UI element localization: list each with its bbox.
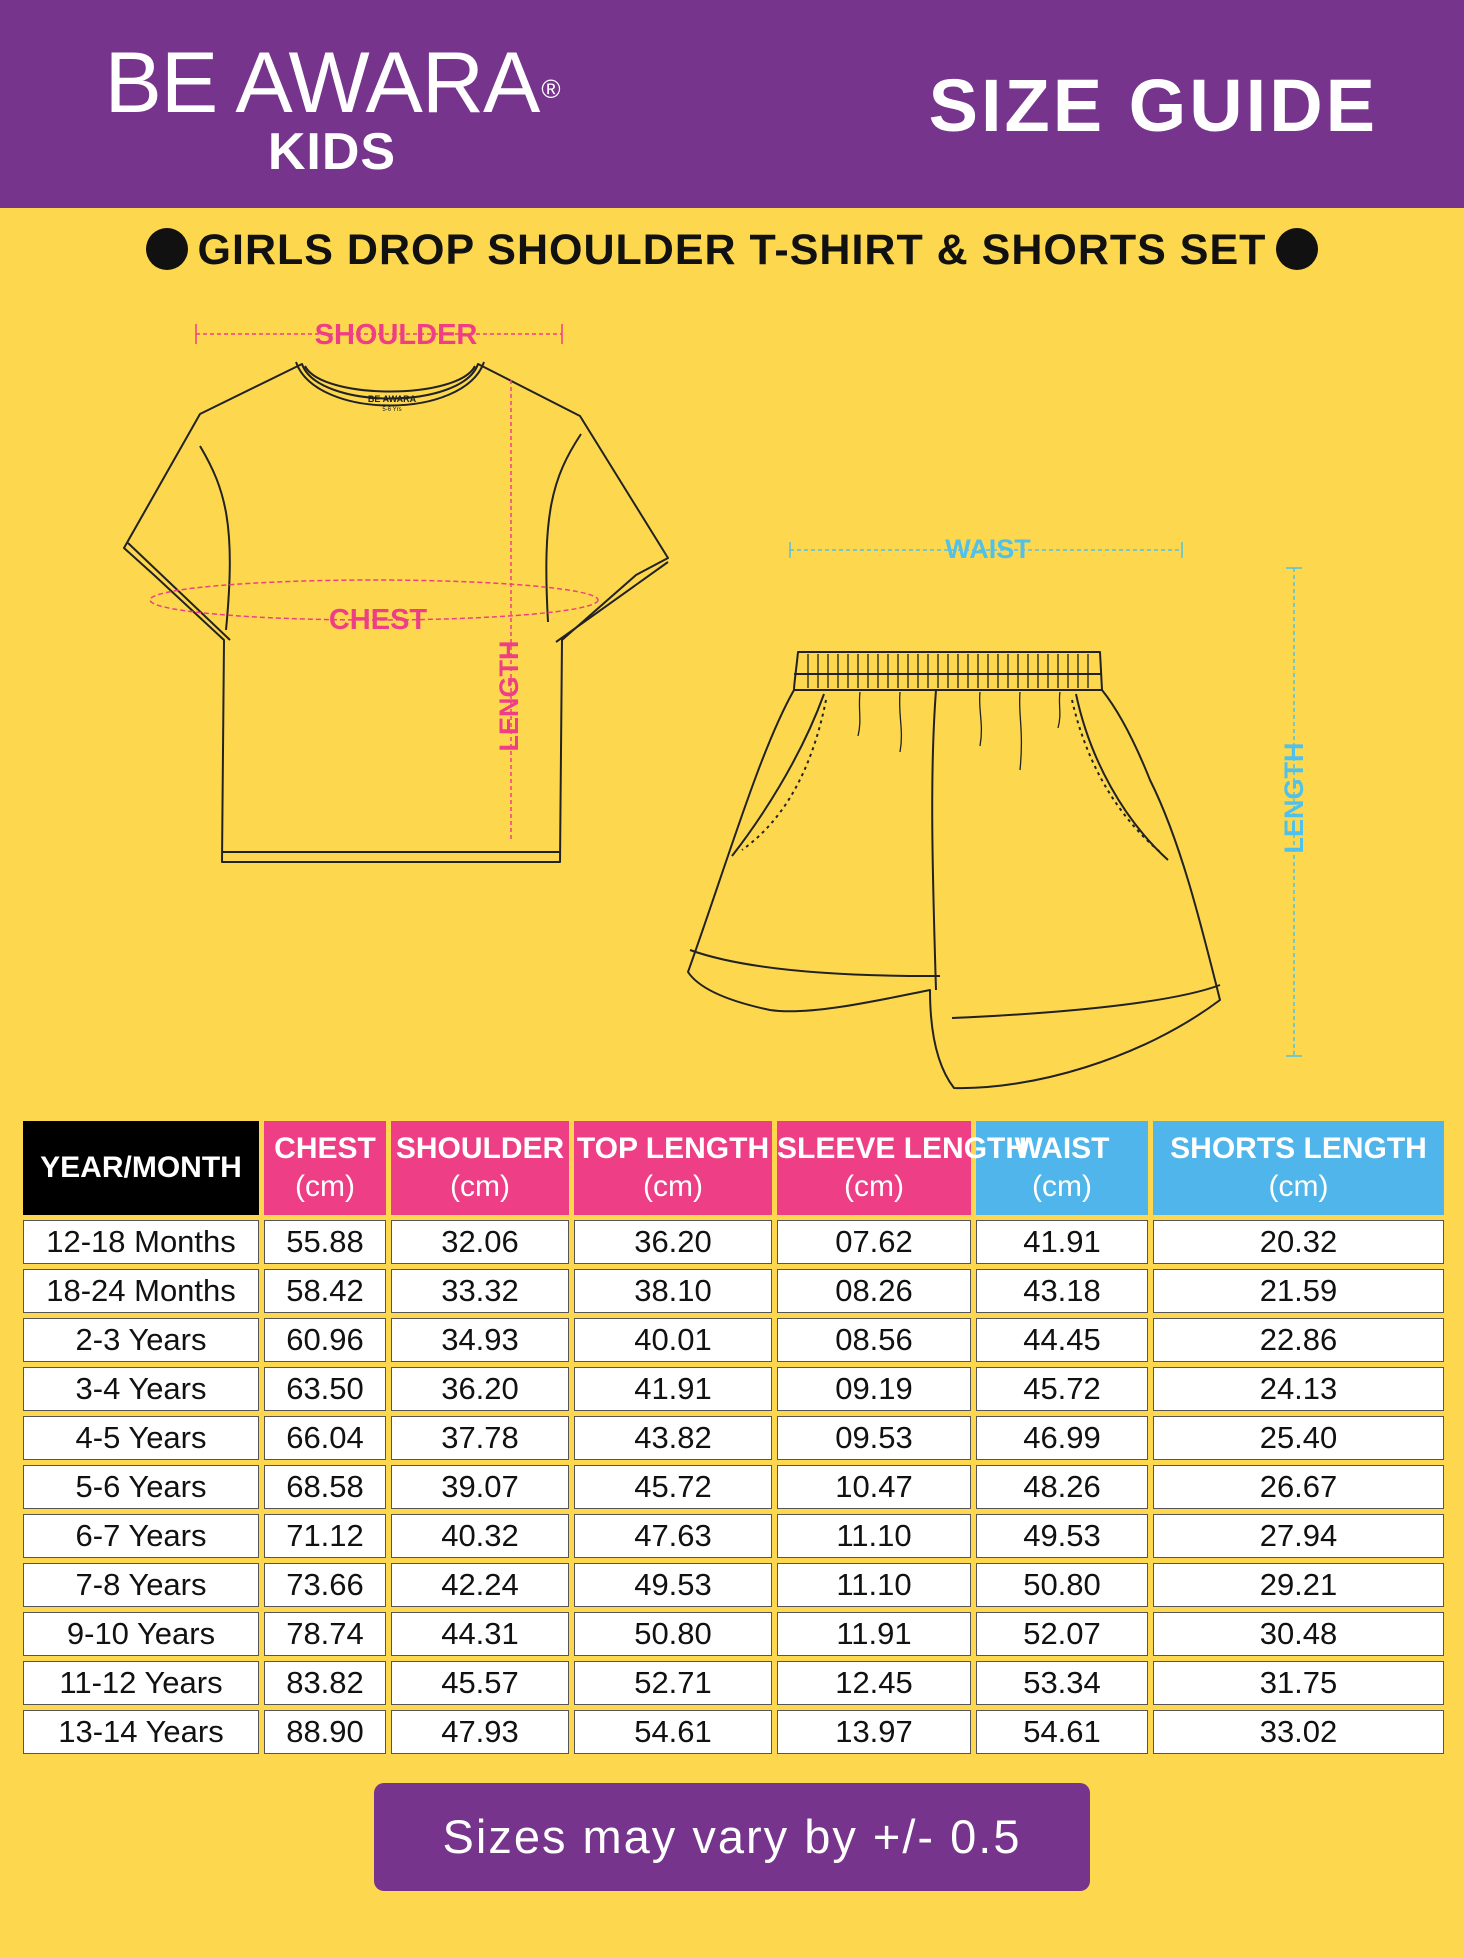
- cell-top-length: 52.71: [574, 1661, 772, 1705]
- cell-chest: 63.50: [264, 1367, 386, 1411]
- cell-shorts-length: 26.67: [1153, 1465, 1444, 1509]
- cell-waist: 52.07: [976, 1612, 1148, 1656]
- cell-shorts-length: 21.59: [1153, 1269, 1444, 1313]
- bullet-dot-right: [1276, 228, 1318, 270]
- cell-shoulder: 47.93: [391, 1710, 569, 1754]
- cell-shoulder: 33.32: [391, 1269, 569, 1313]
- cell-shoulder: 44.31: [391, 1612, 569, 1656]
- cell-chest: 73.66: [264, 1563, 386, 1607]
- cell-shorts-length: 20.32: [1153, 1220, 1444, 1264]
- waistband-ribs: [808, 654, 1088, 688]
- header-year-month: YEAR/MONTH: [23, 1121, 259, 1215]
- table-row: [23, 1318, 1444, 1362]
- cell-sleeve-length: 09.53: [777, 1416, 971, 1460]
- brand-logo: [82, 35, 582, 181]
- cell-shorts-length: 25.40: [1153, 1416, 1444, 1460]
- cell-waist: 48.26: [976, 1465, 1148, 1509]
- header-sleeve-length: SLEEVE LENGTH (cm): [777, 1121, 971, 1215]
- cell-chest: 58.42: [264, 1269, 386, 1313]
- cell-top-length: 45.72: [574, 1465, 772, 1509]
- cell-age: 2-3 Years: [23, 1318, 259, 1362]
- table-row: [23, 1514, 1444, 1558]
- size-table: [18, 1116, 1449, 1759]
- size-variance-note: Sizes may vary by +/- 0.5: [374, 1783, 1090, 1891]
- cell-waist: 43.18: [976, 1269, 1148, 1313]
- garment-diagram: [0, 300, 1464, 1080]
- cell-shoulder: 40.32: [391, 1514, 569, 1558]
- label-tshirt-length: LENGTH: [494, 640, 524, 752]
- cell-sleeve-length: 11.10: [777, 1563, 971, 1607]
- bullet-dot-left: [146, 228, 188, 270]
- cell-shoulder: 32.06: [391, 1220, 569, 1264]
- cell-sleeve-length: 13.97: [777, 1710, 971, 1754]
- tshirt-tag-size: 5-6 Yrs: [382, 407, 402, 413]
- cell-top-length: 50.80: [574, 1612, 772, 1656]
- shorts-measure-lines: [790, 542, 1302, 1056]
- cell-age: 5-6 Years: [23, 1465, 259, 1509]
- table-row: [23, 1465, 1444, 1509]
- table-row: [23, 1563, 1444, 1607]
- cell-top-length: 49.53: [574, 1563, 772, 1607]
- cell-waist: 53.34: [976, 1661, 1148, 1705]
- cell-chest: 88.90: [264, 1710, 386, 1754]
- cell-sleeve-length: 10.47: [777, 1465, 971, 1509]
- table-row: [23, 1416, 1444, 1460]
- cell-age: 9-10 Years: [23, 1612, 259, 1656]
- cell-age: 6-7 Years: [23, 1514, 259, 1558]
- shorts-illustration: [688, 652, 1220, 1088]
- brand-sub: KIDS: [267, 123, 397, 181]
- cell-top-length: 54.61: [574, 1710, 772, 1754]
- cell-waist: 45.72: [976, 1367, 1148, 1411]
- cell-top-length: 41.91: [574, 1367, 772, 1411]
- cell-sleeve-length: 11.91: [777, 1612, 971, 1656]
- cell-shorts-length: 33.02: [1153, 1710, 1444, 1754]
- cell-sleeve-length: 07.62: [777, 1220, 971, 1264]
- tshirt-tag-text: [368, 394, 417, 413]
- page-title: SIZE GUIDE: [928, 64, 1378, 147]
- table-row: [23, 1612, 1444, 1656]
- cell-top-length: 40.01: [574, 1318, 772, 1362]
- cell-top-length: 36.20: [574, 1220, 772, 1264]
- label-chest: CHEST: [328, 604, 428, 636]
- cell-chest: 66.04: [264, 1416, 386, 1460]
- cell-age: 3-4 Years: [23, 1367, 259, 1411]
- cell-age: 4-5 Years: [23, 1416, 259, 1460]
- product-title: GIRLS DROP SHOULDER T-SHIRT & SHORTS SET: [0, 226, 1464, 275]
- table-header-row: [23, 1121, 1444, 1215]
- cell-shoulder: 42.24: [391, 1563, 569, 1607]
- label-shorts-length: LENGTH: [1279, 742, 1309, 854]
- brand-name: BE AWARA®: [104, 35, 560, 131]
- cell-shoulder: 34.93: [391, 1318, 569, 1362]
- shorts-gathers: [858, 692, 1060, 770]
- table-row: [23, 1367, 1444, 1411]
- cell-chest: 71.12: [264, 1514, 386, 1558]
- cell-age: 12-18 Months: [23, 1220, 259, 1264]
- cell-shorts-length: 27.94: [1153, 1514, 1444, 1558]
- header-chest: CHEST (cm): [264, 1121, 386, 1215]
- cell-sleeve-length: 11.10: [777, 1514, 971, 1558]
- cell-top-length: 38.10: [574, 1269, 772, 1313]
- cell-age: 18-24 Months: [23, 1269, 259, 1313]
- cell-chest: 60.96: [264, 1318, 386, 1362]
- cell-sleeve-length: 08.56: [777, 1318, 971, 1362]
- cell-shoulder: 36.20: [391, 1367, 569, 1411]
- cell-waist: 49.53: [976, 1514, 1148, 1558]
- cell-waist: 54.61: [976, 1710, 1148, 1754]
- cell-shorts-length: 24.13: [1153, 1367, 1444, 1411]
- label-shoulder: SHOULDER: [314, 319, 478, 351]
- cell-sleeve-length: 09.19: [777, 1367, 971, 1411]
- cell-shorts-length: 22.86: [1153, 1318, 1444, 1362]
- registered-mark: ®: [541, 74, 560, 104]
- cell-age: 13-14 Years: [23, 1710, 259, 1754]
- cell-shoulder: 45.57: [391, 1661, 569, 1705]
- label-waist: WAIST: [945, 534, 1031, 564]
- table-row: [23, 1661, 1444, 1705]
- cell-age: 7-8 Years: [23, 1563, 259, 1607]
- cell-waist: 44.45: [976, 1318, 1148, 1362]
- table-row: [23, 1269, 1444, 1313]
- header-banner: [0, 0, 1464, 208]
- table-row: [23, 1220, 1444, 1264]
- cell-shorts-length: 31.75: [1153, 1661, 1444, 1705]
- table-row: [23, 1710, 1444, 1754]
- header-shoulder: SHOULDER (cm): [391, 1121, 569, 1215]
- cell-chest: 68.58: [264, 1465, 386, 1509]
- cell-shorts-length: 29.21: [1153, 1563, 1444, 1607]
- cell-chest: 55.88: [264, 1220, 386, 1264]
- cell-sleeve-length: 12.45: [777, 1661, 971, 1705]
- cell-shorts-length: 30.48: [1153, 1612, 1444, 1656]
- cell-waist: 46.99: [976, 1416, 1148, 1460]
- cell-top-length: 43.82: [574, 1416, 772, 1460]
- cell-chest: 83.82: [264, 1661, 386, 1705]
- cell-sleeve-length: 08.26: [777, 1269, 971, 1313]
- cell-age: 11-12 Years: [23, 1661, 259, 1705]
- header-shorts-length: SHORTS LENGTH (cm): [1153, 1121, 1444, 1215]
- cell-shoulder: 37.78: [391, 1416, 569, 1460]
- cell-shoulder: 39.07: [391, 1465, 569, 1509]
- header-waist: WAIST (cm): [976, 1121, 1148, 1215]
- header-top-length: TOP LENGTH (cm): [574, 1121, 772, 1215]
- cell-waist: 41.91: [976, 1220, 1148, 1264]
- cell-chest: 78.74: [264, 1612, 386, 1656]
- cell-waist: 50.80: [976, 1563, 1148, 1607]
- tshirt-tag-brand: BE AWARA: [367, 394, 417, 404]
- cell-top-length: 47.63: [574, 1514, 772, 1558]
